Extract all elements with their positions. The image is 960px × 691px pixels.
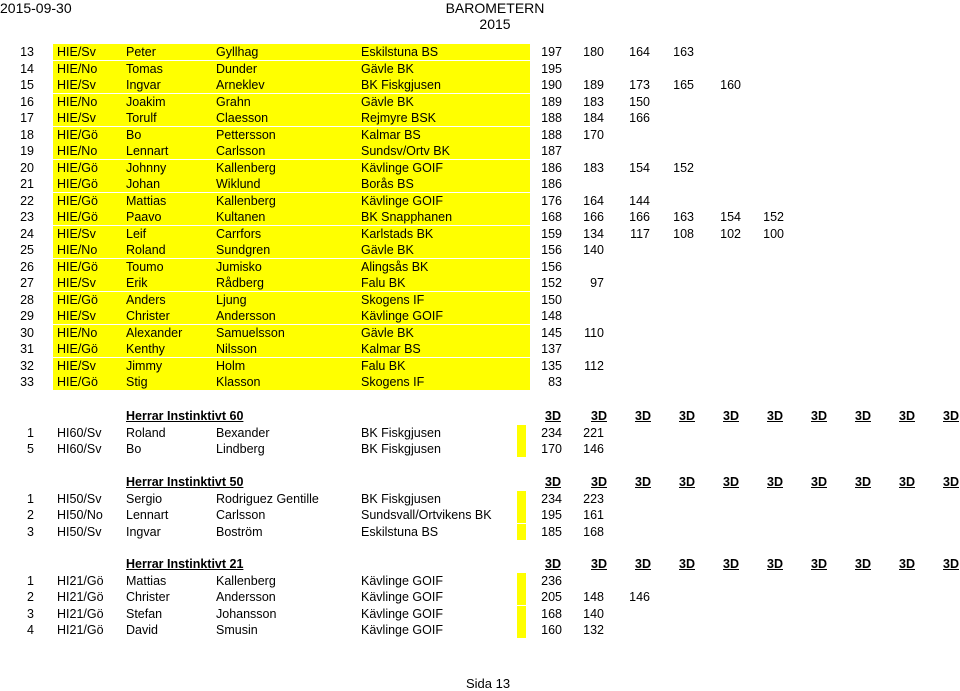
last-name: Kallenberg <box>216 160 276 175</box>
score: 137 <box>541 342 562 356</box>
last-name: Rådberg <box>216 276 264 290</box>
column-header-3d: 3D <box>545 409 561 423</box>
class-code: HI60/Sv <box>57 425 102 440</box>
score: 166 <box>583 210 604 224</box>
table-row <box>0 589 960 605</box>
score: 152 <box>673 160 694 175</box>
column-header-3d: 3D <box>899 409 915 423</box>
club-name: Kävlinge GOIF <box>361 623 443 637</box>
rank: 32 <box>20 358 34 373</box>
rank: 5 <box>27 442 34 456</box>
rank: 3 <box>27 606 34 621</box>
column-header-3d: 3D <box>591 475 607 489</box>
table-row <box>0 341 960 357</box>
column-header-3d: 3D <box>679 475 695 489</box>
score: 164 <box>629 45 650 59</box>
club-name: BK Fiskgjusen <box>361 491 441 506</box>
header-title <box>440 0 550 32</box>
rank: 19 <box>20 144 34 158</box>
score: 150 <box>541 292 562 307</box>
score: 134 <box>583 226 604 241</box>
score: 183 <box>583 94 604 109</box>
score: 180 <box>583 45 604 59</box>
club-name: Kalmar BS <box>361 342 421 356</box>
last-name: Johansson <box>216 606 277 621</box>
score: 156 <box>541 259 562 274</box>
rank: 23 <box>20 210 34 224</box>
rank: 4 <box>27 623 34 637</box>
column-header-3d: 3D <box>899 557 915 571</box>
club-name: Skogens IF <box>361 375 425 389</box>
first-name: Johan <box>126 177 161 191</box>
first-name: Roland <box>126 243 166 257</box>
score: 221 <box>583 425 604 440</box>
last-name: Dunder <box>216 61 257 76</box>
score: 110 <box>584 325 604 340</box>
column-header-3d: 3D <box>855 557 871 571</box>
class-code: HIE/Gö <box>57 210 98 224</box>
class-code: HIE/Sv <box>57 78 96 92</box>
rank: 28 <box>20 292 34 307</box>
score: 189 <box>541 94 562 109</box>
first-name: Peter <box>126 45 156 59</box>
class-code: HIE/Gö <box>57 193 98 208</box>
score: 166 <box>629 111 650 125</box>
table-row <box>0 622 960 638</box>
section-title: Herrar Instinktivt 60 <box>126 409 244 423</box>
column-header-3d: 3D <box>943 475 959 489</box>
rank: 18 <box>20 127 34 142</box>
rank: 20 <box>20 160 34 175</box>
table-row <box>0 606 960 622</box>
column-header-3d: 3D <box>767 409 783 423</box>
last-name: Boström <box>216 524 263 539</box>
first-name: Mattias <box>126 193 167 208</box>
column-header-3d: 3D <box>591 557 607 571</box>
club-name: Karlstads BK <box>361 226 434 241</box>
score: 159 <box>541 226 562 241</box>
first-name: Lennart <box>126 508 169 522</box>
rank: 31 <box>20 342 34 356</box>
score: 163 <box>673 210 694 224</box>
score: 173 <box>629 78 650 92</box>
class-code: HIE/Sv <box>57 111 96 125</box>
first-name: Ingvar <box>126 524 161 539</box>
last-name: Andersson <box>216 309 276 323</box>
class-code: HIE/No <box>57 61 98 76</box>
table-row <box>0 507 960 523</box>
first-name: Sergio <box>126 491 163 506</box>
club-name: Gävle BK <box>361 61 414 76</box>
table-row <box>0 44 960 60</box>
class-code: HI21/Gö <box>57 606 104 621</box>
class-code: HI50/Sv <box>57 491 102 506</box>
section-title: Herrar Instinktivt 21 <box>126 557 244 571</box>
rank: 29 <box>20 309 34 323</box>
table-row <box>0 176 960 192</box>
table-row <box>0 524 960 540</box>
score: 140 <box>583 606 604 621</box>
last-name: Carlsson <box>216 144 266 158</box>
club-name: Kävlinge GOIF <box>361 160 443 175</box>
table-row <box>0 259 960 275</box>
last-name: Kultanen <box>216 210 266 224</box>
last-name: Lindberg <box>216 442 265 456</box>
column-header-3d: 3D <box>545 475 561 489</box>
last-name: Arneklev <box>216 78 265 92</box>
class-code: HIE/Sv <box>57 226 96 241</box>
score: 152 <box>763 210 784 224</box>
score: 168 <box>541 210 562 224</box>
first-name: Torulf <box>126 111 157 125</box>
table-row <box>0 358 960 374</box>
column-header-3d: 3D <box>811 409 827 423</box>
club-name: Kävlinge GOIF <box>361 193 443 208</box>
score: 195 <box>541 61 562 76</box>
club-name: Eskilstuna BS <box>361 45 439 59</box>
score: 168 <box>541 606 562 621</box>
first-name: Kenthy <box>126 342 165 356</box>
score: 165 <box>673 78 694 92</box>
table-row <box>0 491 960 507</box>
class-code: HI50/Sv <box>57 524 102 539</box>
column-header-3d: 3D <box>811 557 827 571</box>
rank: 1 <box>27 491 34 506</box>
section-header <box>0 408 960 424</box>
first-name: David <box>126 623 158 637</box>
score: 148 <box>583 590 604 604</box>
score: 197 <box>541 45 562 59</box>
class-code: HI21/Gö <box>57 573 104 588</box>
last-name: Sundgren <box>216 243 271 257</box>
score: 146 <box>629 590 650 604</box>
last-name: Rodriguez Gentille <box>216 491 319 506</box>
last-name: Pettersson <box>216 127 276 142</box>
column-header-3d: 3D <box>635 475 651 489</box>
rank: 1 <box>27 425 34 440</box>
score: 184 <box>583 111 604 125</box>
last-name: Nilsson <box>216 342 257 356</box>
class-code: HIE/No <box>57 144 98 158</box>
score: 164 <box>583 193 604 208</box>
column-header-3d: 3D <box>767 557 783 571</box>
score: 236 <box>541 573 562 588</box>
score: 144 <box>629 193 650 208</box>
page-number: Sida 13 <box>466 676 511 691</box>
column-header-3d: 3D <box>723 557 739 571</box>
score: 161 <box>583 508 604 522</box>
column-header-3d: 3D <box>545 557 561 571</box>
last-name: Smusin <box>216 623 258 637</box>
score: 205 <box>541 590 562 604</box>
first-name: Ingvar <box>126 78 161 92</box>
club-name: Skogens IF <box>361 292 425 307</box>
score: 163 <box>673 45 694 59</box>
score: 140 <box>583 243 604 257</box>
class-code: HI50/No <box>57 508 103 522</box>
rank: 25 <box>20 243 34 257</box>
score: 176 <box>541 193 562 208</box>
score: 190 <box>541 78 562 92</box>
column-header-3d: 3D <box>679 409 695 423</box>
club-name: Falu BK <box>361 358 406 373</box>
score: 146 <box>583 442 604 456</box>
column-header-3d: 3D <box>943 409 959 423</box>
rank: 26 <box>20 259 34 274</box>
score: 170 <box>583 127 604 142</box>
table-row <box>0 292 960 308</box>
column-header-3d: 3D <box>679 557 695 571</box>
column-header-3d: 3D <box>635 557 651 571</box>
table-row <box>0 127 960 143</box>
table-row <box>0 374 960 390</box>
first-name: Tomas <box>126 61 163 76</box>
table-row <box>0 425 960 441</box>
table-row <box>0 77 960 93</box>
last-name: Kallenberg <box>216 193 276 208</box>
section-header <box>0 474 960 490</box>
class-code: HIE/Sv <box>57 276 96 290</box>
last-name: Samuelsson <box>216 325 285 340</box>
last-name: Bexander <box>216 425 270 440</box>
last-name: Carlsson <box>216 508 266 522</box>
score: 100 <box>763 226 784 241</box>
score: 156 <box>541 243 562 257</box>
table-row <box>0 61 960 77</box>
class-code: HIE/Gö <box>57 160 98 175</box>
class-code: HIE/No <box>57 243 98 257</box>
rank: 2 <box>27 590 34 604</box>
score: 234 <box>541 425 562 440</box>
score: 152 <box>541 276 562 290</box>
first-name: Lennart <box>126 144 169 158</box>
rank: 15 <box>20 78 34 92</box>
header-title-year: 2015 <box>479 16 511 32</box>
class-code: HIE/Gö <box>57 177 98 191</box>
class-code: HI21/Gö <box>57 623 104 637</box>
first-name: Joakim <box>126 94 166 109</box>
class-code: HIE/Gö <box>57 375 98 389</box>
first-name: Johnny <box>126 160 167 175</box>
column-header-3d: 3D <box>855 475 871 489</box>
score: 150 <box>629 94 650 109</box>
club-name: Gävle BK <box>361 243 414 257</box>
score: 183 <box>583 160 604 175</box>
club-name: Rejmyre BSK <box>361 111 437 125</box>
score: 154 <box>720 210 741 224</box>
score: 186 <box>541 177 562 191</box>
column-header-3d: 3D <box>943 557 959 571</box>
club-name: BK Fiskgjusen <box>361 78 441 92</box>
score: 185 <box>541 524 562 539</box>
table-row <box>0 275 960 291</box>
table-row <box>0 573 960 589</box>
section-header <box>0 556 960 572</box>
last-name: Klasson <box>216 375 261 389</box>
first-name: Mattias <box>126 573 167 588</box>
column-header-3d: 3D <box>855 409 871 423</box>
first-name: Paavo <box>126 210 162 224</box>
last-name: Ljung <box>216 292 247 307</box>
club-name: Kalmar BS <box>361 127 421 142</box>
class-code: HIE/Gö <box>57 342 98 356</box>
header-date: 2015-09-30 <box>0 0 72 16</box>
score: 135 <box>541 358 562 373</box>
column-header-3d: 3D <box>723 409 739 423</box>
last-name: Claesson <box>216 111 269 125</box>
class-code: HI60/Sv <box>57 442 102 456</box>
class-code: HIE/Gö <box>57 127 98 142</box>
club-name: BK Fiskgjusen <box>361 425 441 440</box>
class-code: HIE/Gö <box>57 292 98 307</box>
header-title-name: BAROMETERN <box>445 0 545 16</box>
first-name: Bo <box>126 127 142 142</box>
score: 148 <box>541 309 562 323</box>
table-row <box>0 325 960 341</box>
score: 195 <box>541 508 562 522</box>
rank: 13 <box>20 45 34 59</box>
club-name: BK Snapphanen <box>361 210 453 224</box>
rank: 16 <box>20 94 34 109</box>
rank: 33 <box>20 375 34 389</box>
club-name: Kävlinge GOIF <box>361 590 443 604</box>
class-code: HIE/Gö <box>57 259 98 274</box>
rank: 27 <box>20 276 34 290</box>
rank: 24 <box>20 226 34 241</box>
column-header-3d: 3D <box>591 409 607 423</box>
first-name: Leif <box>126 226 147 241</box>
score: 154 <box>629 160 650 175</box>
rank: 30 <box>20 325 34 340</box>
rank: 1 <box>27 573 34 588</box>
score: 97 <box>590 276 604 290</box>
score: 187 <box>541 144 562 158</box>
club-name: Sundsv/Ortv BK <box>361 144 450 158</box>
class-code: HIE/Sv <box>57 358 96 373</box>
table-row <box>0 160 960 176</box>
club-name: Eskilstuna BS <box>361 524 439 539</box>
table-row <box>0 308 960 324</box>
table-row <box>0 193 960 209</box>
last-name: Grahn <box>216 94 251 109</box>
rank: 2 <box>27 508 34 522</box>
column-header-3d: 3D <box>899 475 915 489</box>
score: 112 <box>584 358 604 373</box>
last-name: Holm <box>216 358 246 373</box>
last-name: Gyllhag <box>216 45 259 59</box>
table-row <box>0 242 960 258</box>
table-row <box>0 209 960 225</box>
club-name: Falu BK <box>361 276 406 290</box>
table-row <box>0 110 960 126</box>
score: 170 <box>541 442 562 456</box>
score: 132 <box>583 623 604 637</box>
score: 160 <box>720 78 741 92</box>
class-code: HIE/No <box>57 325 98 340</box>
last-name: Carrfors <box>216 226 262 241</box>
table-row <box>0 441 960 457</box>
score: 102 <box>720 226 741 241</box>
score: 234 <box>541 491 562 506</box>
class-code: HIE/Sv <box>57 309 96 323</box>
last-name: Kallenberg <box>216 573 276 588</box>
last-name: Jumisko <box>216 259 262 274</box>
club-name: Gävle BK <box>361 94 414 109</box>
club-name: Sundsvall/Ortvikens BK <box>361 508 492 522</box>
score: 168 <box>583 524 604 539</box>
score: 189 <box>583 78 604 92</box>
column-header-3d: 3D <box>811 475 827 489</box>
last-name: Wiklund <box>216 177 261 191</box>
first-name: Anders <box>126 292 166 307</box>
rank: 14 <box>20 61 34 76</box>
first-name: Christer <box>126 309 170 323</box>
column-header-3d: 3D <box>635 409 651 423</box>
first-name: Stig <box>126 375 148 389</box>
section-title: Herrar Instinktivt 50 <box>126 475 244 489</box>
rank: 21 <box>20 177 34 191</box>
first-name: Alexander <box>126 325 183 340</box>
last-name: Andersson <box>216 590 276 604</box>
score: 83 <box>548 375 562 389</box>
class-code: HIE/Sv <box>57 45 96 59</box>
first-name: Toumo <box>126 259 164 274</box>
class-code: HIE/No <box>57 94 98 109</box>
club-name: Kävlinge GOIF <box>361 606 443 621</box>
rank: 3 <box>27 524 34 539</box>
column-header-3d: 3D <box>767 475 783 489</box>
first-name: Bo <box>126 442 142 456</box>
first-name: Jimmy <box>126 358 163 373</box>
first-name: Roland <box>126 425 166 440</box>
first-name: Erik <box>126 276 148 290</box>
first-name: Stefan <box>126 606 163 621</box>
score: 223 <box>583 491 604 506</box>
club-name: Kävlinge GOIF <box>361 573 443 588</box>
score: 166 <box>629 210 650 224</box>
first-name: Christer <box>126 590 170 604</box>
table-row <box>0 143 960 159</box>
column-header-3d: 3D <box>723 475 739 489</box>
score: 188 <box>541 127 562 142</box>
score: 117 <box>630 226 650 241</box>
club-name: BK Fiskgjusen <box>361 442 441 456</box>
score: 188 <box>541 111 562 125</box>
club-name: Gävle BK <box>361 325 414 340</box>
rank: 17 <box>20 111 34 125</box>
club-name: Borås BS <box>361 177 414 191</box>
table-row <box>0 226 960 242</box>
score: 160 <box>541 623 562 637</box>
table-row <box>0 94 960 110</box>
club-name: Kävlinge GOIF <box>361 309 443 323</box>
rank: 22 <box>20 193 34 208</box>
score: 186 <box>541 160 562 175</box>
class-code: HI21/Gö <box>57 590 104 604</box>
club-name: Alingsås BK <box>361 259 429 274</box>
score: 145 <box>541 325 562 340</box>
score: 108 <box>673 226 694 241</box>
